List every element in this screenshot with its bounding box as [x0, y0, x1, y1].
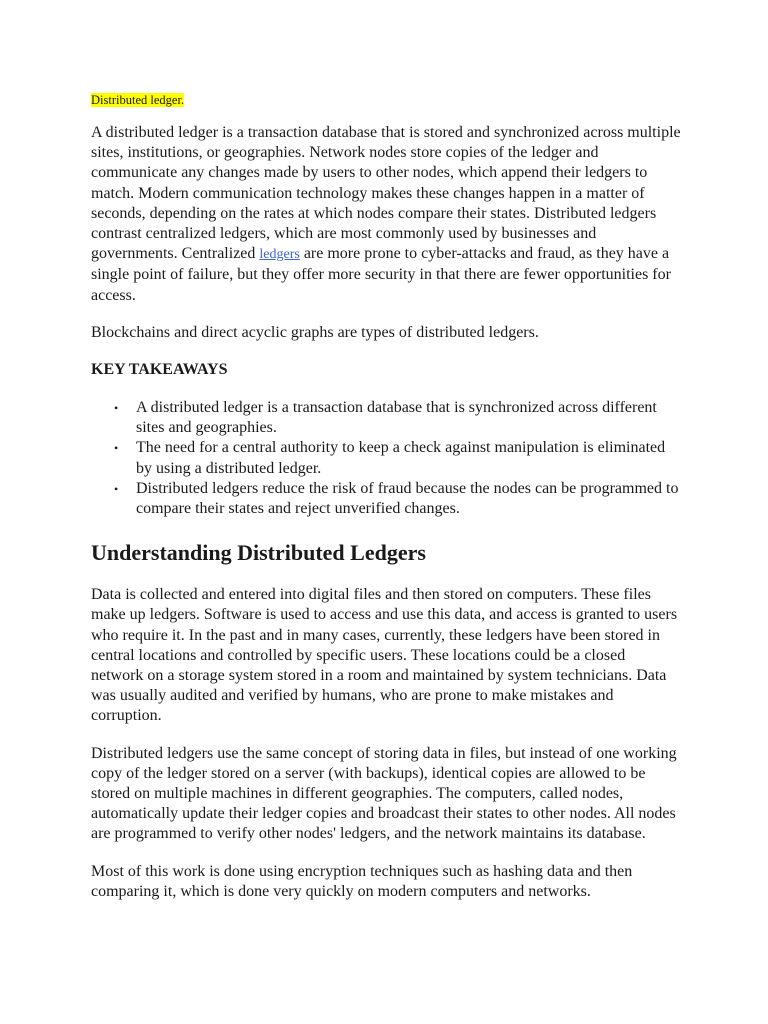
bullet-icon: • [114, 401, 119, 416]
intro-text-end: are more prone to cyber-attacks and fraud, as they have a single point of failure, but they offer more security in that there are fewer opportunities for access. [91, 245, 671, 304]
takeaway-text: Distributed ledgers reduce the risk of fraud because the nodes can be programmed to compare their states and reject unverified changes. [136, 479, 679, 518]
takeaway-item [114, 398, 681, 438]
key-takeaways-heading: KEY TAKEAWAYS [91, 361, 228, 379]
key-takeaways-list [91, 398, 681, 519]
document-page [91, 92, 681, 919]
highlighted-tag [91, 93, 184, 107]
tag-text: Distributed ledger [91, 93, 181, 107]
ledgers-link[interactable]: ledgers [259, 247, 300, 263]
takeaway-item [114, 438, 681, 478]
takeaway-text: The need for a central authority to keep a check against manipulation is eliminated by using a distributed ledger. [136, 439, 666, 477]
intro-paragraph [91, 123, 681, 306]
section-paragraph: Data is collected and entered into digital files and then stored on computers. These files make up ledgers. Software is used to access and use this data, and access is granted to users who require it. In the past and in many cases, currently, these ledgers have been stored in central locations and controlled by specific users. These locations could be a closed network on a storage system stored in a room and maintained by system technicians. Data was usually audited and verified by humans, who are prone to make mistakes and corruption. [91, 586, 678, 725]
section-paragraph: Most of this work is done using encryption techniques such as hashing data and then comparing it, which is done very quickly on modern computers and networks. [91, 862, 633, 900]
bullet-icon: • [114, 481, 119, 496]
takeaway-text: A distributed ledger is a transaction database that is synchronized across different sites and geographies. [136, 399, 657, 437]
topic-tag [91, 92, 681, 108]
intro-text-start: A distributed ledger is a transaction database that is stored and synchronized across multiple sites, institutions, or geographies. Network nodes store copies of the ledger and communicate any changes made by users to other nodes, which append their ledgers to match. Modern communication technology makes these changes happen in a matter of seconds, depending on the rates at which nodes compare their states. Distributed ledgers contrast centralized ledgers, which are most commonly used by businesses and governments. Centralized [91, 124, 681, 263]
bullet-icon: • [114, 441, 119, 456]
section-paragraph: Distributed ledgers use the same concept of storing data in files, but instead of one working copy of the ledger stored on a server (with backups), identical copies are allowed to be stored on multiple machines in different geographies. The computers, called nodes, automatically update their ledger copies and broadcast their states to other nodes. All nodes are programmed to verify other nodes' ledgers, and the network maintains its database. [91, 744, 677, 843]
tag-period: . [180, 93, 185, 107]
types-paragraph: Blockchains and direct acyclic graphs are types of distributed ledgers. [91, 323, 539, 341]
section-heading: Understanding Distributed Ledgers [91, 540, 426, 566]
takeaway-item [114, 479, 681, 519]
